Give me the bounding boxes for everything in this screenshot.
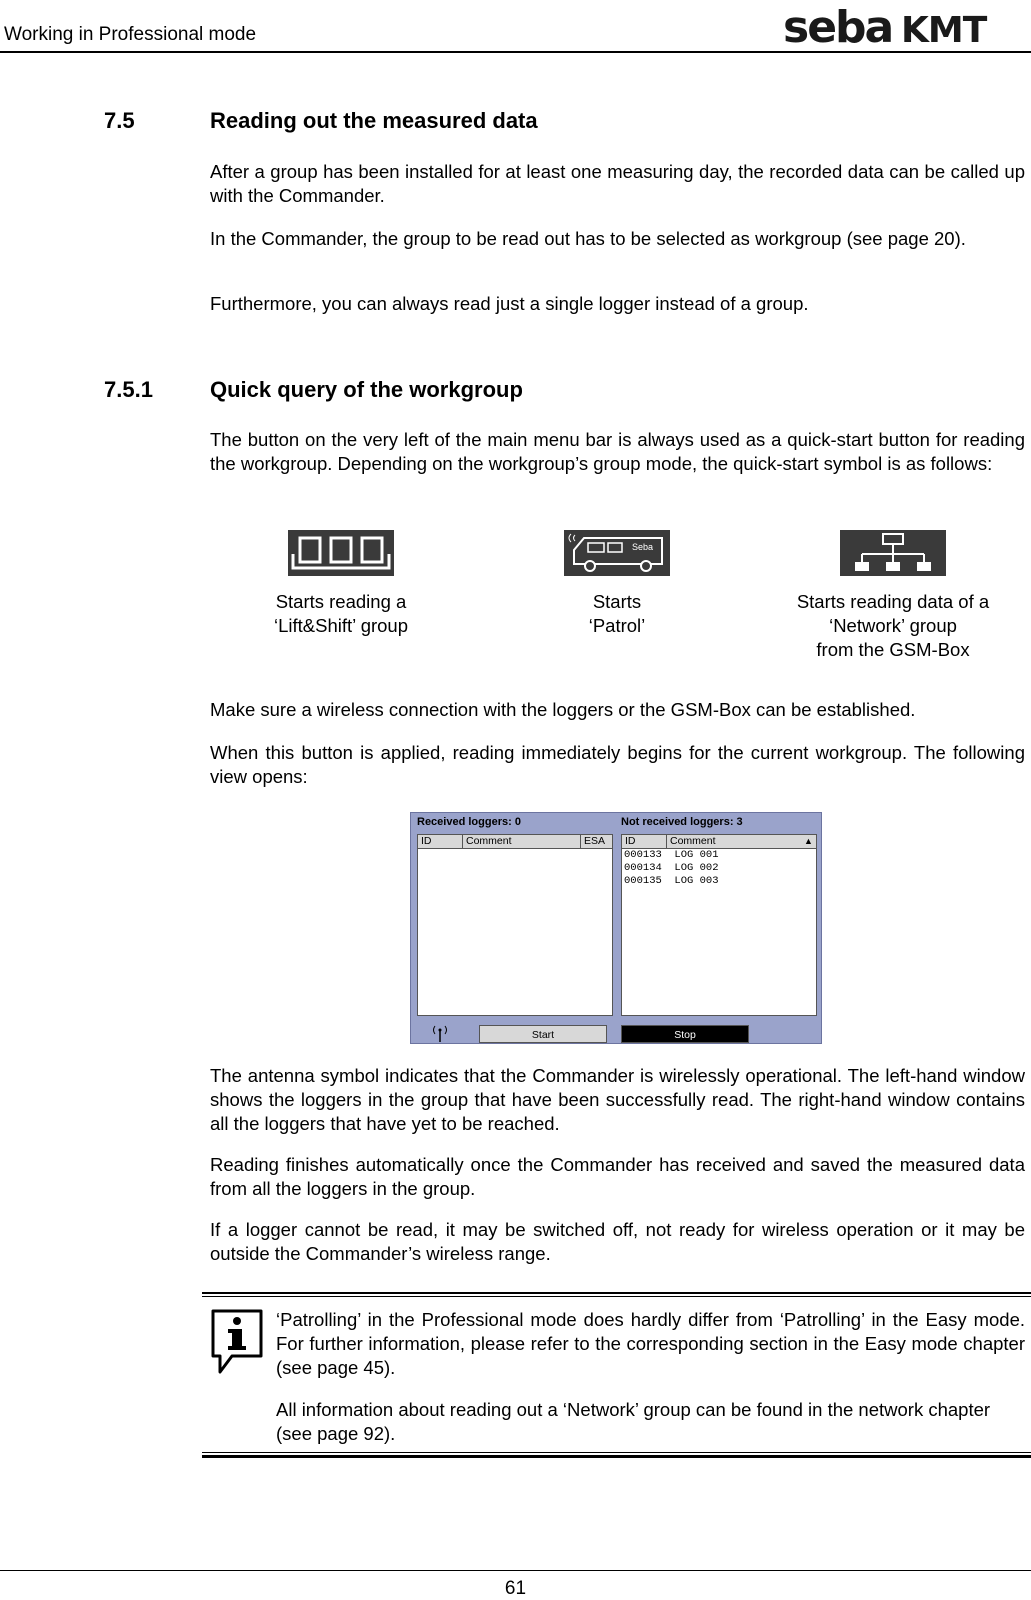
received-loggers-header: Received loggers: 0 (417, 816, 521, 828)
section-number: 7.5 (104, 108, 135, 133)
patrol-van-icon (564, 530, 670, 576)
not-received-loggers-list[interactable] (621, 834, 817, 1016)
paragraph: The antenna symbol indicates that the Commander is wirelessly operational. The left-hand window shows the loggers in the group that have been successfully read. The right-hand window contains all the loggers that have yet to be reached. (210, 1065, 1025, 1134)
paragraph: The button on the very left of the main menu bar is always used as a quick-start button for reading the workgroup. Depending on the workgroup’s group mode, the quick-start symbol is as follows: (210, 429, 1025, 474)
note-text: ‘Patrolling’ in the Professional mode does hardly differ from ‘Patrolling’ in the Easy mode. For further information, please refer to the corresponding section in the Easy mode chapter (see page 45). (276, 1309, 1025, 1378)
column-comment: Comment (670, 835, 716, 847)
icon-caption-patrol (497, 590, 737, 638)
column-id: ID (625, 835, 636, 847)
caption-line: ‘Lift&Shift’ group (273, 615, 409, 636)
sort-arrow-icon[interactable]: ▲ (804, 836, 813, 846)
paragraph: When this button is applied, reading immediately begins for the current workgroup. The following view opens: (210, 742, 1025, 787)
subsection-title: Quick query of the workgroup (210, 377, 523, 402)
commander-reading-screen (410, 812, 822, 1044)
list-column-headers (622, 835, 816, 849)
caption-line: ‘Patrol’ (588, 615, 646, 636)
section-title: Reading out the measured data (210, 108, 538, 133)
page-number: 61 (504, 1578, 527, 1599)
info-icon (210, 1308, 264, 1376)
caption-line: Starts reading a (275, 591, 407, 612)
list-item[interactable]: 000134 LOG 002 (624, 862, 719, 874)
paragraph: If a logger cannot be read, it may be switched off, not ready for wireless operation or it may be outside the Commander’s wireless range. (210, 1219, 1025, 1264)
caption-line: Starts reading data of a (796, 591, 990, 612)
note-bottom-rule-thin (202, 1452, 1031, 1453)
caption-line: Starts (592, 591, 642, 612)
footer-rule (0, 1570, 1031, 1571)
header-title: Working in Professional mode (4, 24, 257, 45)
received-loggers-list[interactable] (417, 834, 613, 1016)
column-esa: ESA (584, 835, 606, 847)
paragraph: Make sure a wireless connection with the loggers or the GSM-Box can be established. (210, 699, 916, 720)
header-rule (0, 51, 1031, 53)
paragraph: After a group has been installed for at least one measuring day, the recorded data can be called up with the Commander. (210, 161, 1025, 206)
network-icon (840, 530, 946, 576)
icon-caption-lift-shift (221, 590, 461, 638)
logo-kmt-text: KMT (901, 10, 987, 48)
icon-caption-network (773, 590, 1013, 662)
list-column-headers (418, 835, 612, 849)
column-comment: Comment (466, 835, 512, 847)
caption-line: from the GSM-Box (816, 639, 970, 660)
note-top-rule-thin (202, 1296, 1031, 1297)
not-received-loggers-header: Not received loggers: 3 (621, 816, 743, 828)
start-button[interactable]: Start (479, 1025, 607, 1043)
paragraph: Furthermore, you can always read just a single logger instead of a group. (210, 293, 809, 314)
paragraph: In the Commander, the group to be read out has to be selected as workgroup (see page 20). (210, 228, 966, 249)
caption-line: ‘Network’ group (829, 615, 957, 636)
list-item[interactable]: 000135 LOG 003 (624, 875, 719, 887)
column-id: ID (421, 835, 432, 847)
note-text: All information about reading out a ‘Network’ group can be found in the network chapter (see page 92). (276, 1399, 991, 1444)
lift-shift-icon (288, 530, 394, 576)
note-bottom-rule (202, 1455, 1031, 1458)
paragraph: Reading finishes automatically once the Commander has received and saved the measured data from all the loggers in the group. (210, 1154, 1025, 1199)
list-item[interactable]: 000133 LOG 001 (624, 849, 719, 861)
subsection-number: 7.5.1 (104, 377, 153, 402)
seba-kmt-logo (783, 2, 1009, 48)
stop-button[interactable]: Stop (621, 1025, 749, 1043)
van-label: Seba (632, 542, 654, 552)
note-top-rule (202, 1292, 1031, 1294)
logo-seba-text: seba (783, 2, 893, 48)
antenna-icon (429, 1025, 451, 1043)
